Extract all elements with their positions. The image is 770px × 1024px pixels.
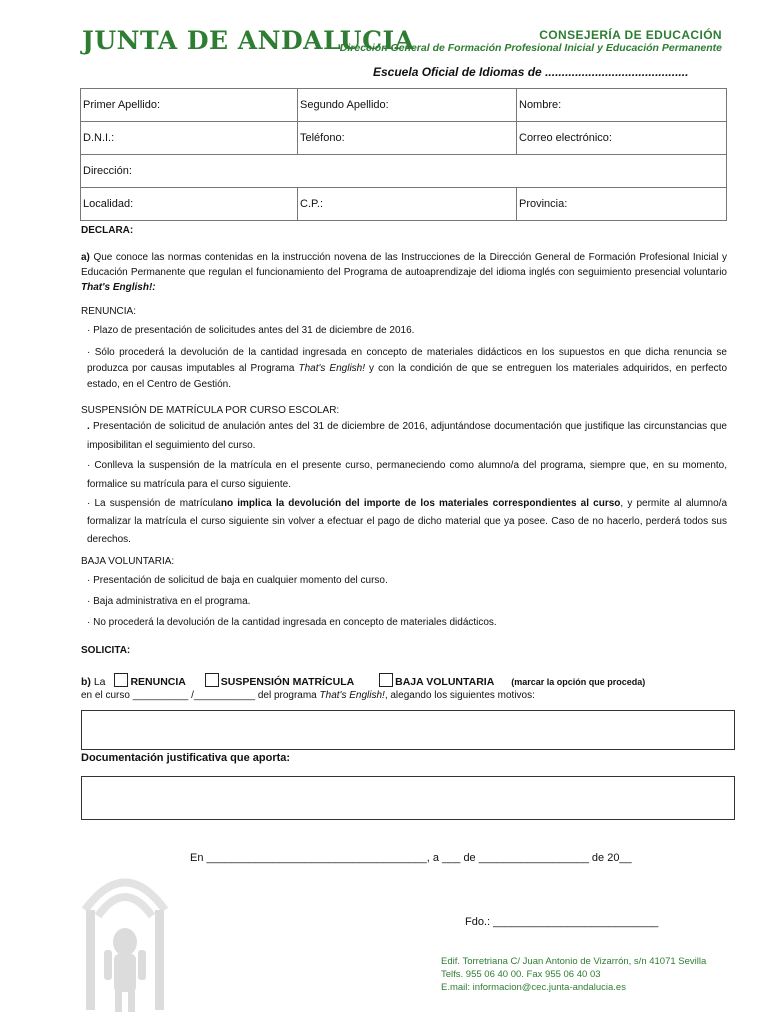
solicita-hint: (marcar la opción que proceda) (511, 677, 646, 687)
declara-a-label: a) (81, 252, 90, 263)
footer-address: Edif. Torretriana C/ Juan Antonio de Vizarrón, s/n 41071 Sevilla (441, 956, 707, 967)
documentacion-heading: Documentación justificativa que aporta: (81, 752, 291, 764)
baja-item-text: Baja administrativa en el programa. (93, 596, 251, 607)
suspension-item-bold: no implica la devolución del importe de los materiales correspondientes al curso (220, 498, 621, 509)
checkbox-icon[interactable] (114, 673, 128, 687)
renuncia-option-label: RENUNCIA (130, 676, 186, 688)
bullet-icon: · (87, 498, 91, 509)
footer-phones: Telfs. 955 06 40 00. Fax 955 06 40 03 (441, 969, 601, 980)
declara-paragraph (81, 250, 727, 295)
suspension-item (87, 456, 727, 494)
solicita-course-text: , alegando los siguientes motivos: (384, 690, 535, 701)
suspension-item-text: Presentación de solicitud de anulación antes del 31 de diciembre de 2016, adjuntándose documentación que justifique las circunstancias que imposibilitan el seguimiento del curso. (87, 421, 727, 451)
renuncia-item (87, 323, 727, 338)
renuncia-item (87, 345, 727, 393)
dni-field[interactable]: D.N.I.: (81, 122, 298, 155)
baja-item (87, 573, 727, 588)
declara-heading: DECLARA: (81, 225, 134, 236)
baja-item-text: Presentación de solicitud de baja en cualquier momento del curso. (93, 575, 388, 586)
documentacion-textbox[interactable] (81, 776, 735, 820)
personal-data-table (80, 88, 727, 221)
escuela-title: Escuela Oficial de Idiomas de ........................................... (373, 65, 689, 79)
bullet-icon: · (87, 596, 91, 607)
baja-item-text: No procederá la devolución de la cantidad ingresada en concepto de materiales didácticos. (93, 617, 497, 628)
bullet-icon: · (87, 617, 91, 628)
solicita-options (81, 673, 645, 688)
suspension-item-text: Conlleva la suspensión de la matrícula en el presente curso, permaneciendo como alumno/a del programa, siempre que, en su momento, formalice su matrícula para el curso siguiente. (87, 460, 727, 490)
suspension-item (87, 495, 727, 549)
bullet-icon: · (87, 575, 91, 586)
motivos-textbox[interactable] (81, 710, 735, 750)
solicita-b-label: b) (81, 676, 91, 688)
direccion-field[interactable]: Dirección: (81, 155, 727, 188)
provincia-field[interactable]: Provincia: (517, 188, 727, 221)
solicita-course-line (81, 690, 535, 701)
direccion-general: Dirección General de Formación Profesional Inicial y Educación Permanente (339, 42, 722, 54)
correo-field[interactable]: Correo electrónico: (517, 122, 727, 155)
solicita-la: La (93, 676, 106, 688)
junta-logo: JUNTA DE ANDALUCIA (82, 26, 415, 55)
solicita-course-text: en el curso __________ /___________ del programa (81, 690, 317, 701)
nombre-field[interactable]: Nombre: (517, 89, 727, 122)
baja-option-label: BAJA VOLUNTARIA (395, 676, 495, 688)
declara-a-program: That's English!: (81, 282, 156, 293)
footer-email[interactable]: E.mail: informacion@cec.junta-andalucia.es (441, 982, 626, 993)
baja-option[interactable] (379, 676, 497, 688)
renuncia-heading: RENUNCIA: (81, 306, 137, 317)
bullet-icon: . (87, 421, 90, 432)
declara-a-text: Que conoce las normas contenidas en la instrucción novena de las Instrucciones de la Dirección General de Formación Profesional Inicial y Educación Permanente que regulan el funcionamiento del Programa de autoaprendizaje del idioma inglés con seguimiento presencial voluntario (81, 252, 727, 278)
suspension-option[interactable] (205, 676, 357, 688)
solicita-program: That's English! (319, 690, 385, 701)
primer-apellido-field[interactable]: Primer Apellido: (81, 89, 298, 122)
bullet-icon: · (87, 460, 91, 471)
suspension-item-text: , y permite al alumno/a formalizar la matrícula el curso siguiente sin volver a efectuar el pago de dicho material que ya posee. Caso de no hacerlo, perderá todos sus derechos. (87, 498, 728, 545)
renuncia-item-text: y con la condición de que se entreguen los materiales adquiridos, en perfecto estado, en el Centro de Gestión. (87, 363, 728, 390)
cp-field[interactable]: C.P.: (298, 188, 517, 221)
baja-heading: BAJA VOLUNTARIA: (81, 556, 175, 567)
suspension-heading: SUSPENSIÓN DE MATRÍCULA POR CURSO ESCOLAR: (81, 405, 340, 416)
renuncia-option[interactable] (114, 676, 188, 688)
suspension-item (87, 417, 727, 455)
place-date-line[interactable]: En ____________________________________, a ___ de __________________ de 20__ (190, 852, 632, 864)
renuncia-item-text: Plazo de presentación de solicitudes antes del 31 de diciembre de 2016. (93, 325, 415, 336)
telefono-field[interactable]: Teléfono: (298, 122, 517, 155)
consejeria-title: CONSEJERÍA DE EDUCACIÓN (539, 28, 722, 42)
bullet-icon: · (87, 325, 91, 336)
renuncia-item-program: That's English! (298, 363, 366, 374)
baja-item (87, 615, 727, 630)
baja-item (87, 594, 727, 609)
signature-line[interactable]: Fdo.: ___________________________ (465, 916, 659, 928)
andalucia-emblem-icon (80, 850, 170, 1015)
localidad-field[interactable]: Localidad: (81, 188, 298, 221)
renuncia-item-text: Sólo procederá la devolución de la cantidad ingresada en concepto de materiales didácticos en los supuestos en que dicha renuncia se produzca por causas imputables al Programa (87, 347, 727, 374)
segundo-apellido-field[interactable]: Segundo Apellido: (298, 89, 517, 122)
solicita-heading: SOLICITA: (81, 645, 131, 656)
suspension-option-label: SUSPENSIÓN MATRÍCULA (220, 676, 355, 688)
checkbox-icon[interactable] (205, 673, 219, 687)
suspension-item-text: La suspensión de matrícula (94, 498, 221, 509)
checkbox-icon[interactable] (379, 673, 393, 687)
bullet-icon: · (87, 347, 91, 358)
